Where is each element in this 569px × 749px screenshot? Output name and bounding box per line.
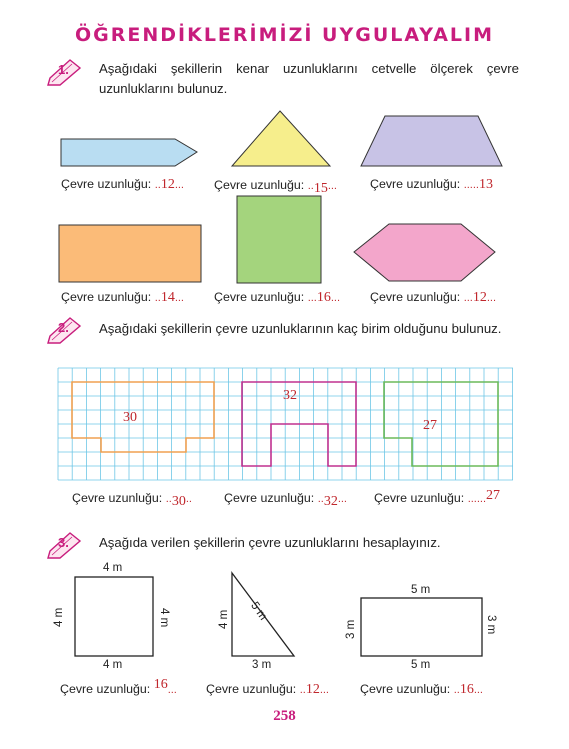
q2-answer-3: Çevre uzunluğu: ......27 [374,488,501,505]
answer-value: 12 [305,682,320,697]
rectangle-figure [361,598,482,656]
triangle-hypotenuse-label: 5 m [248,600,269,623]
answer-value: 16 [459,682,474,697]
grid-answer-1: 30 [123,410,137,425]
square-right-label: 4 m [158,608,170,628]
question-number: 1. [58,62,69,77]
perimeter-label: Çevre uzunluğu: [206,682,297,696]
answer-value: 16 [153,677,168,692]
q3-answer-3: Çevre uzunluğu: ..16... [360,682,483,697]
answer-value: 32 [323,494,338,509]
perimeter-label: Çevre uzunluğu: [360,682,451,696]
perimeter-label: Çevre uzunluğu: [72,491,163,505]
question-text: Aşağıdaki şekillerin kenar uzunluklarını cetvelle ölçerek çevre uzunluklarını bulunuz. [99,61,519,96]
q1-answer-5: Çevre uzunluğu: ...16... [214,290,341,305]
q3-answer-2: Çevre uzunluğu: ..12... [206,682,329,697]
q1-answer-2: Çevre uzunluğu: ..15... [214,178,337,196]
answer-value: 15 [313,181,328,196]
square-bottom-label: 4 m [103,659,123,671]
answer-value: 27 [486,488,501,503]
q1-answer-4: Çevre uzunluğu: ..14... [61,290,184,305]
rectangle-top-label: 5 m [411,584,431,596]
page-number: 258 [273,708,296,724]
square-top-label: 4 m [103,562,123,574]
square-left-label: 4 m [53,607,65,627]
triangle-base-label: 3 m [252,659,272,671]
page-title: ÖĞRENDİKLERİMİZİ UYGULAYALIM [75,24,494,46]
q3-answer-1: Çevre uzunluğu: 16... [60,677,177,696]
perimeter-label: Çevre uzunluğu: [370,177,461,191]
question-number: 3. [58,535,69,550]
answer-value: 12 [472,290,487,305]
perimeter-label: Çevre uzunluğu: [214,178,305,192]
answer-value: 16 [316,290,331,305]
q1-answer-6: Çevre uzunluğu: ...12... [370,290,497,305]
perimeter-label: Çevre uzunluğu: [61,177,152,191]
rectangle-bottom-label: 5 m [411,659,431,671]
answer-value: 12 [160,177,175,192]
perimeter-label: Çevre uzunluğu: [370,290,461,304]
square-figure [75,577,153,656]
perimeter-label: Çevre uzunluğu: [61,290,152,304]
rectangle-right-label: 3 m [485,615,497,635]
grid-answer-3: 27 [423,418,437,433]
triangle-vertical-label: 4 m [218,609,230,629]
perimeter-label: Çevre uzunluğu: [224,491,315,505]
perimeter-label: Çevre uzunluğu: [214,290,305,304]
grid-answer-2: 32 [283,388,297,403]
q1-answer-1: Çevre uzunluğu: ..12... [61,177,184,192]
rectangle-left-label: 3 m [345,619,357,639]
perimeter-label: Çevre uzunluğu: [60,682,151,696]
answer-value: 13 [478,177,493,192]
question-text: Aşağıda verilen şekillerin çevre uzunluklarını hesaplayınız. [99,535,441,550]
answer-value: 30 [171,494,186,509]
q2-answer-2: Çevre uzunluğu: ..32... [224,491,347,509]
question-text: Aşağıdaki şekillerin çevre uzunluklarının kaç birim olduğunu bulunuz. [99,321,502,336]
q1-answer-3: Çevre uzunluğu: .....13 [370,177,493,192]
q2-answer-1: Çevre uzunluğu: ..30.. [72,491,192,509]
perimeter-label: Çevre uzunluğu: [374,491,465,505]
answer-value: 14 [160,290,175,305]
question-number: 2. [58,320,69,335]
